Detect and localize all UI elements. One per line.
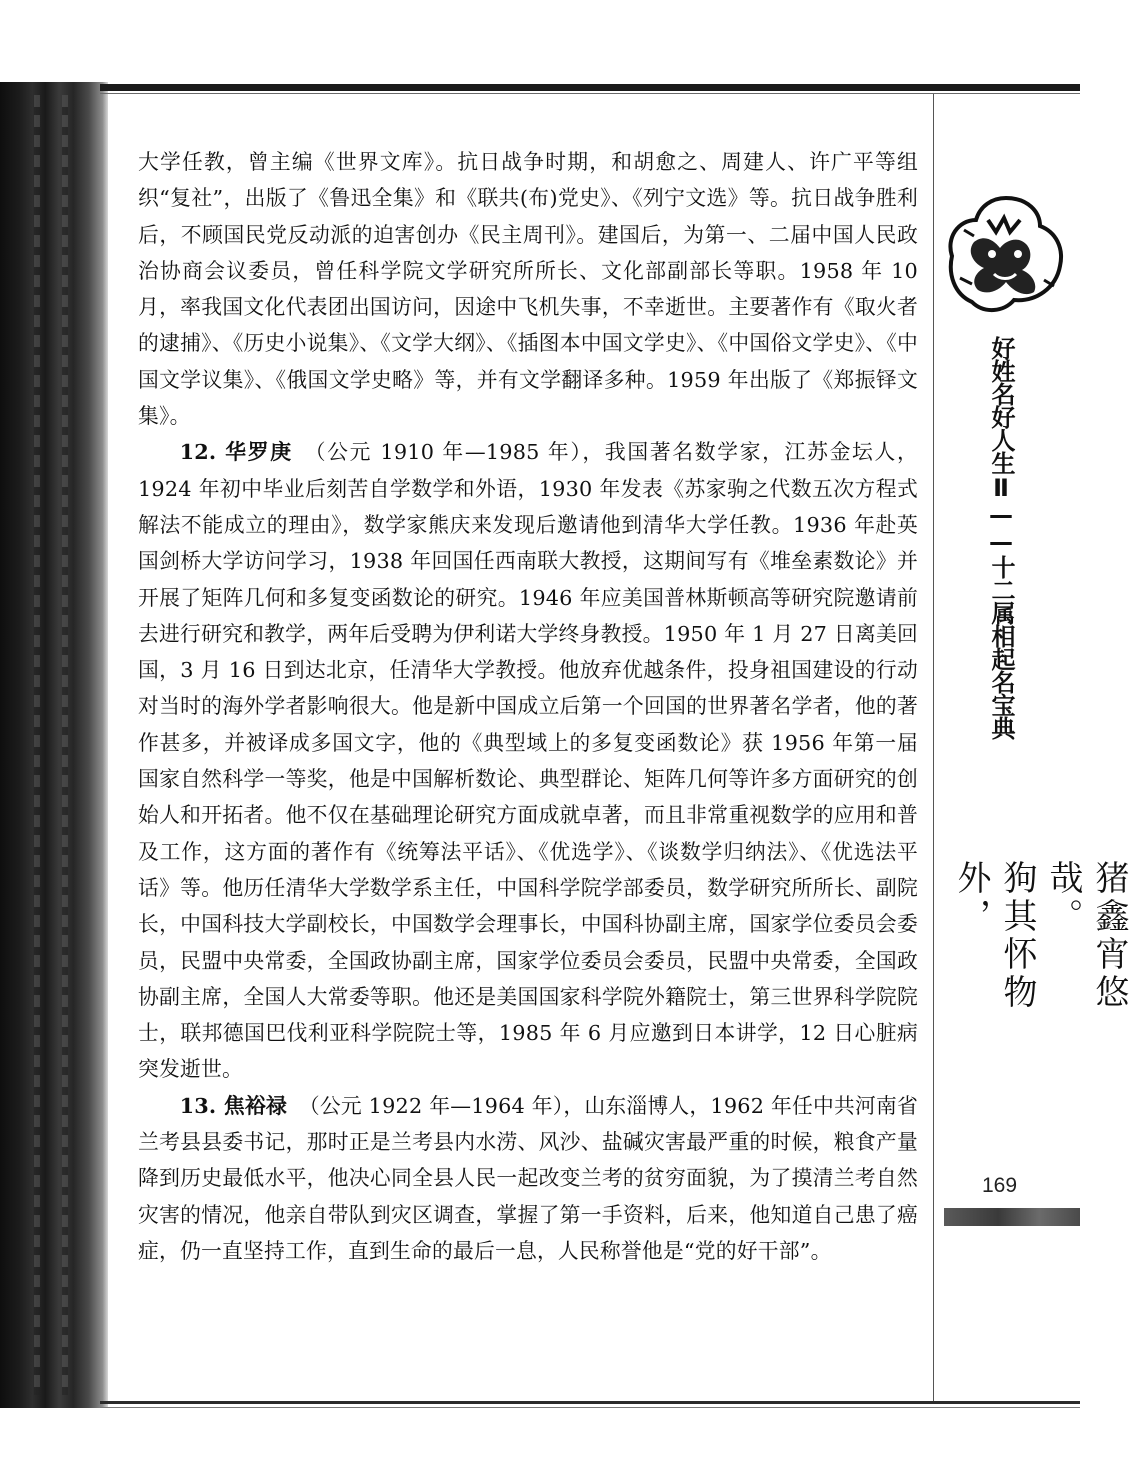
- bottom-rule: [100, 1401, 1080, 1404]
- entry-heading: 12. 华罗庚: [179, 439, 293, 465]
- zodiac-dog-emblem-icon: [944, 190, 1068, 320]
- entry-text: （公元 1922 年—1964 年），山东淄博人，1962 年任中共河南省兰考县县委书记，那时正是兰考县内水涝、风沙、盐碱灾害最严重的时候，粮食产量降到历史最低水平，他决心同全县人民一起改变兰考的贫穷面貌，为了摸清兰考自然灾害的情况，他亲自带队到灾区调查，掌握了第一手资料，后来，他知道自己患了癌症，仍一直坚持工作，直到生命的最后一息，人民称誉他是“党的好干部”。: [138, 1093, 918, 1263]
- zodiac-motto: [948, 860, 1132, 1060]
- continuation-paragraph: 大学任教，曾主编《世界文库》。抗日战争时期，和胡愈之、周建人、许广平等组织“复社”，出版了《鲁迅全集》和《联共(布)党史》、《列宁文选》等。抗日战争胜利后，不顾国民党反动派的迫害创办《民主周刊》。建国后，为第一、二届中国人民政治协商会议委员，曾任科学院文学研究所所长、文化部副部长等职。1958 年 10 月，率我国文化代表团出国访问，因途中飞机失事，不幸逝世。主要著作有《取火者的逮捕》、《历史小说集》、《文学大纲》、《插图本中国文学史》、《中国俗文学史》、《中国文学议集》、《俄国文学史略》等，并有文学翻译多种。1959 年出版了《郑振铎文集》。: [138, 150, 918, 429]
- page-number: 169: [982, 1174, 1018, 1197]
- biography-entry-12: [138, 434, 918, 1087]
- binding-gutter-shadow: [0, 82, 108, 1408]
- gutter-stripe: [34, 95, 40, 1395]
- bottom-rule-thin: [100, 1407, 1080, 1408]
- column-divider: [933, 94, 934, 1402]
- gutter-stripe: [62, 95, 68, 1395]
- page-number-bar: [944, 1208, 1080, 1226]
- entry-text: （公元 1910 年—1985 年），我国著名数学家，江苏金坛人，1924 年初中毕业后刻苦自学数学和外语，1930 年发表《苏家驹之代数五次方程式解法不能成立的理由》，数学家熊庆来发现后邀请他到清华大学任教。1936 年赴英国剑桥大学访问学习，1938 年回国任西南联大教授，这期间写有《堆垒素数论》并开展了矩阵几何和多复变函数论的研究。1946 年应美国普林斯顿高等研究院邀请前去进行研究和教学，两年后受聘为伊利诺大学终身教授。1950 年 1 月 27 日离美回国，3 月 16 日到达北京，任清华大学教授。他放弃优越条件，投身祖国建设的行动对当时的海外学者影响很大。他是新中国成立后第一个回国的世界著名学者，他的著作甚多，并被译成多国文字，他的《典型域上的多复变函数论》获 1956 年第一届国家自然科学一等奖，他是中国解析数论、典型群论、矩阵几何等许多方面研究的创始人和开拓者。他不仅在基础理论研究方面成就卓著，而且非常重视数学的应用和普及工作，这方面的著作有《统筹法平话》、《优选学》、《谈数学归纳法》、《优选法平话》等。他历任清华大学数学系主任，中国科学院学部委员，数学研究所所长、副院长，中国科技大学副校长，中国数学会理事长，中国科协副主席，国家学位委员会委员，民盟中央常委，全国政协副主席，国家学位委员会委员，民盟中央常委，全国政协副主席，全国人大常委等职。他还是美国国家科学院外籍院士，第三世界科学院院士，联邦德国巴伐利亚科学院院士等，1985 年 6 月应邀到日本讲学，12 日心脏病突发逝世。: [138, 440, 918, 1082]
- top-rule: [100, 84, 1080, 91]
- entry-heading: 13. 焦裕禄: [179, 1092, 287, 1118]
- motto-line: 狗其怀物外，: [951, 860, 1037, 1012]
- motto-line: 猪鑫宵悠哉。: [1043, 860, 1129, 1012]
- main-body-text: [138, 144, 918, 1269]
- biography-entry-13: [138, 1088, 918, 1269]
- book-series-title: 好姓名好人生Ⅱ——十二属相起名宝典: [987, 336, 1015, 739]
